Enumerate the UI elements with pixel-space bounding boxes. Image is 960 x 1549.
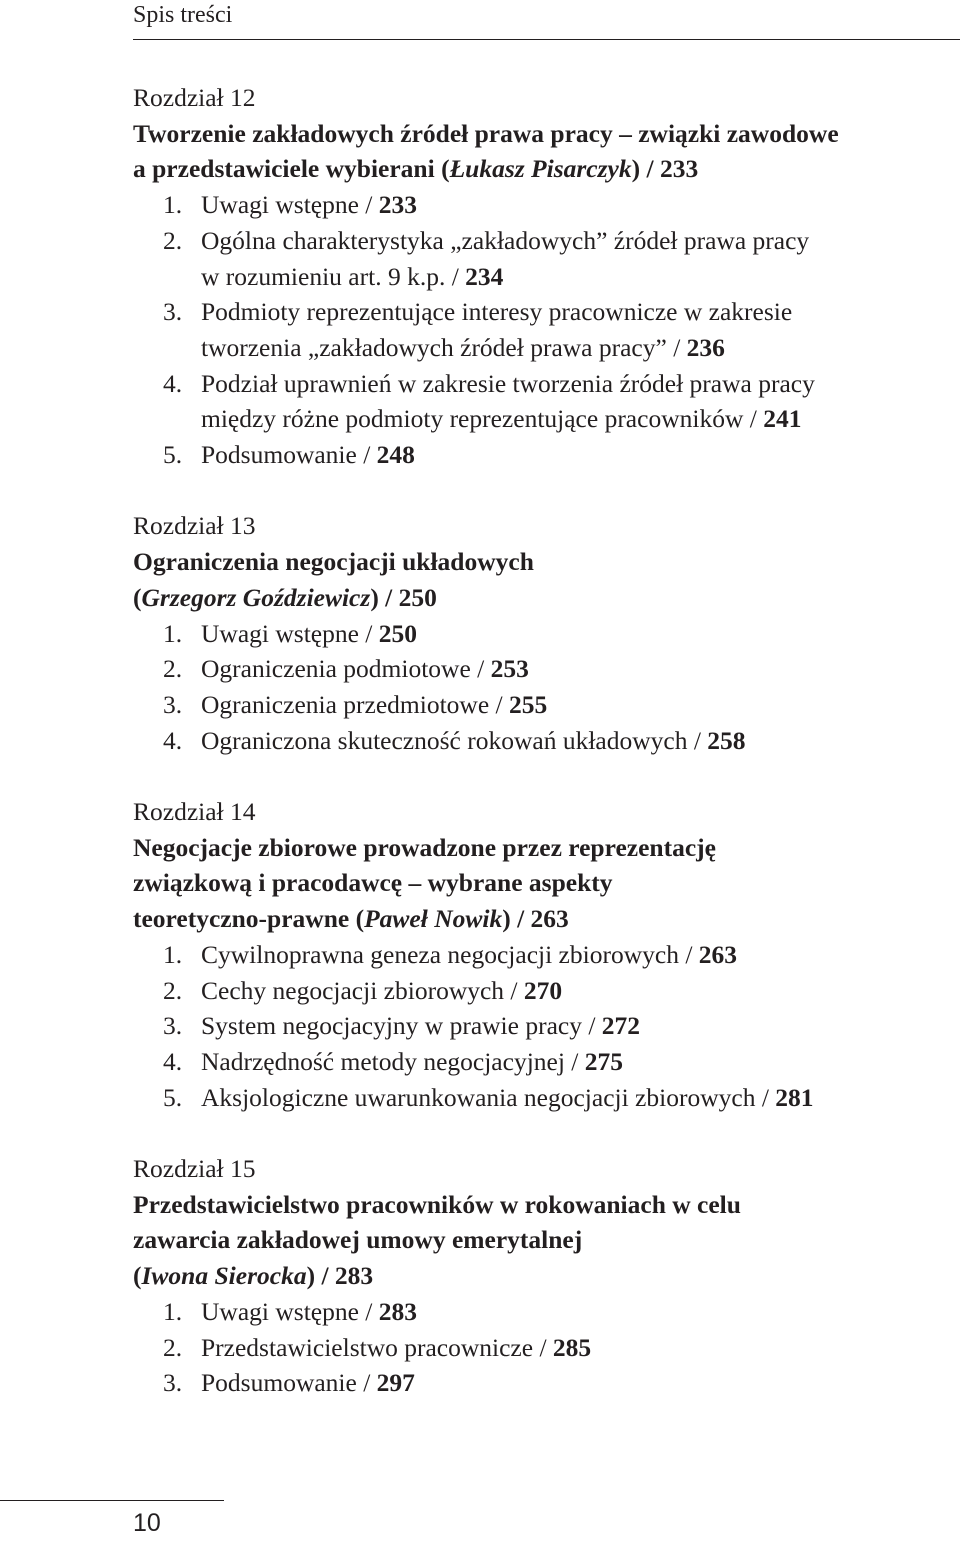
entry-number: 4. bbox=[163, 1046, 183, 1076]
entry-page-number: 272 bbox=[601, 1011, 641, 1041]
entry-page-number: 258 bbox=[707, 725, 746, 755]
entry-page-number: 250 bbox=[378, 618, 418, 648]
entry-number: 3. bbox=[163, 1368, 183, 1398]
entry-text: System negocjacyjny w prawie pracy / bbox=[201, 1011, 602, 1041]
chapter-title-suffix: ) / bbox=[631, 154, 660, 184]
chapter-title-line: Negocjacje zbiorowe prowadzone przez reprezentację bbox=[133, 832, 716, 862]
chapter-page-number: 233 bbox=[659, 154, 699, 184]
entry-page-number: 241 bbox=[763, 404, 802, 434]
entry-number: 2. bbox=[163, 225, 183, 255]
chapter-title-prefix: ( bbox=[133, 582, 142, 612]
toc-entry bbox=[133, 366, 933, 437]
chapter-title-author-line bbox=[133, 901, 933, 937]
chapter-section bbox=[133, 508, 933, 758]
entry-text: Ograniczenia przedmiotowe / bbox=[201, 689, 509, 719]
chapter-title-line: Przedstawicielstwo pracowników w rokowaniach w celu bbox=[133, 1189, 741, 1219]
header-rule bbox=[133, 39, 960, 40]
entry-text: Przedstawicielstwo pracownicze / bbox=[201, 1332, 553, 1362]
chapter-author: Paweł Nowik bbox=[364, 904, 503, 934]
chapter-title-author-line bbox=[133, 1258, 933, 1294]
entry-text: Podsumowanie / bbox=[201, 440, 377, 470]
chapter-title-prefix: teoretyczno-prawne ( bbox=[133, 904, 365, 934]
chapter-title-prefix: ( bbox=[133, 1261, 142, 1291]
chapter-label: Rozdział 15 bbox=[133, 1154, 256, 1184]
toc-entry bbox=[133, 1080, 933, 1116]
entry-page-number: 236 bbox=[686, 332, 725, 362]
entry-text: Cywilnoprawna geneza negocjacji zbiorowych / bbox=[201, 939, 699, 969]
entry-number: 2. bbox=[163, 654, 183, 684]
chapter-section bbox=[133, 794, 933, 1115]
entry-number: 3. bbox=[163, 297, 183, 327]
entry-text: Uwagi wstępne / bbox=[201, 190, 379, 220]
entry-number: 1. bbox=[163, 1296, 183, 1326]
entry-text: Podsumowanie / bbox=[201, 1368, 377, 1398]
toc-entry bbox=[133, 437, 933, 473]
toc-entry bbox=[133, 1008, 933, 1044]
toc-entry bbox=[133, 223, 933, 294]
chapter-author: Iwona Sierocka bbox=[141, 1261, 307, 1291]
entry-number: 5. bbox=[163, 1082, 183, 1112]
chapter-title-author-line bbox=[133, 151, 933, 187]
toc-entry bbox=[133, 616, 933, 652]
entry-text: Uwagi wstępne / bbox=[201, 618, 379, 648]
entry-page-number: 234 bbox=[465, 261, 504, 291]
entry-page-number: 263 bbox=[698, 939, 738, 969]
chapter-author: Grzegorz Goździewicz bbox=[141, 582, 371, 612]
toc-entry bbox=[133, 1330, 933, 1366]
chapter-label: Rozdział 12 bbox=[133, 83, 256, 112]
chapter-title-line: Tworzenie zakładowych źródeł prawa pracy – związki zawodowe bbox=[133, 118, 839, 148]
entry-text: Ograniczenia podmiotowe / bbox=[201, 654, 491, 684]
entry-number: 3. bbox=[163, 689, 183, 719]
toc-entry bbox=[133, 1365, 933, 1401]
running-head: Spis treści bbox=[133, 2, 233, 28]
chapter-title-line: Ograniczenia negocjacji układowych bbox=[133, 547, 534, 577]
entry-number: 4. bbox=[163, 368, 183, 398]
entry-number: 1. bbox=[163, 618, 183, 648]
entry-page-number: 283 bbox=[378, 1296, 418, 1326]
entry-text: Cechy negocjacji zbiorowych / bbox=[201, 975, 524, 1005]
chapter-title-author-line bbox=[133, 580, 933, 616]
chapter-title-suffix: ) / bbox=[502, 904, 531, 934]
chapter-label: Rozdział 13 bbox=[133, 511, 256, 541]
chapter-section bbox=[133, 1151, 933, 1401]
entry-page-number: 253 bbox=[490, 654, 529, 684]
entry-number: 2. bbox=[163, 975, 183, 1005]
entry-page-number: 270 bbox=[523, 975, 563, 1005]
entry-text: Ograniczona skuteczność rokowań układowych / bbox=[201, 725, 708, 755]
toc-entry bbox=[133, 687, 933, 723]
entry-text: Nadrzędność metody negocjacyjnej / bbox=[201, 1046, 585, 1076]
entry-page-number: 275 bbox=[584, 1046, 624, 1076]
entry-text: Aksjologiczne uwarunkowania negocjacji zbiorowych / bbox=[201, 1082, 776, 1112]
entry-text: tworzenia „zakładowych źródeł prawa pracy” / bbox=[201, 332, 687, 362]
entry-page-number: 297 bbox=[376, 1368, 415, 1398]
toc-entry bbox=[133, 973, 933, 1009]
footer-rule bbox=[0, 1500, 224, 1501]
chapter-title-suffix: ) / bbox=[370, 582, 399, 612]
chapter-page-number: 263 bbox=[530, 904, 569, 934]
entry-page-number: 281 bbox=[775, 1082, 814, 1112]
chapter-label: Rozdział 14 bbox=[133, 797, 256, 827]
entry-number: 4. bbox=[163, 725, 183, 755]
chapter-title-prefix: a przedstawiciele wybierani ( bbox=[133, 154, 450, 184]
page-number: 10 bbox=[133, 1509, 161, 1537]
entry-number: 5. bbox=[163, 440, 183, 470]
chapter-page-number: 283 bbox=[334, 1261, 374, 1291]
toc-entry bbox=[133, 723, 933, 759]
entry-number: 1. bbox=[163, 190, 183, 220]
entry-page-number: 255 bbox=[509, 689, 548, 719]
table-of-contents bbox=[133, 80, 933, 1437]
toc-entry bbox=[133, 1044, 933, 1080]
chapter-page-number: 250 bbox=[398, 582, 437, 612]
toc-entry bbox=[133, 937, 933, 973]
entry-number: 2. bbox=[163, 1332, 183, 1362]
chapter-title-suffix: ) / bbox=[306, 1261, 335, 1291]
chapter-title-line: zawarcia zakładowej umowy emerytalnej bbox=[133, 1225, 583, 1255]
entry-page-number: 248 bbox=[376, 440, 415, 470]
toc-entry bbox=[133, 294, 933, 365]
toc-entry bbox=[133, 1294, 933, 1330]
entry-text: w rozumieniu art. 9 k.p. / bbox=[201, 261, 466, 291]
toc-entry bbox=[133, 187, 933, 223]
entry-text: Uwagi wstępne / bbox=[201, 1296, 379, 1326]
chapter-section bbox=[133, 80, 933, 473]
entry-text: między różne podmioty reprezentujące pracowników / bbox=[201, 404, 764, 434]
entry-number: 1. bbox=[163, 939, 183, 969]
chapter-author: Łukasz Pisarczyk bbox=[449, 154, 632, 184]
entry-text: Podmioty reprezentujące interesy pracownicze w zakresie bbox=[201, 297, 793, 327]
entry-number: 3. bbox=[163, 1011, 183, 1041]
entry-page-number: 233 bbox=[378, 190, 418, 220]
entry-page-number: 285 bbox=[552, 1332, 592, 1362]
toc-entry bbox=[133, 651, 933, 687]
entry-text: Ogólna charakterystyka „zakładowych” źródeł prawa pracy bbox=[201, 225, 810, 255]
chapter-title-line: związkową i pracodawcę – wybrane aspekty bbox=[133, 868, 613, 898]
entry-text: Podział uprawnień w zakresie tworzenia źródeł prawa pracy bbox=[201, 368, 815, 398]
